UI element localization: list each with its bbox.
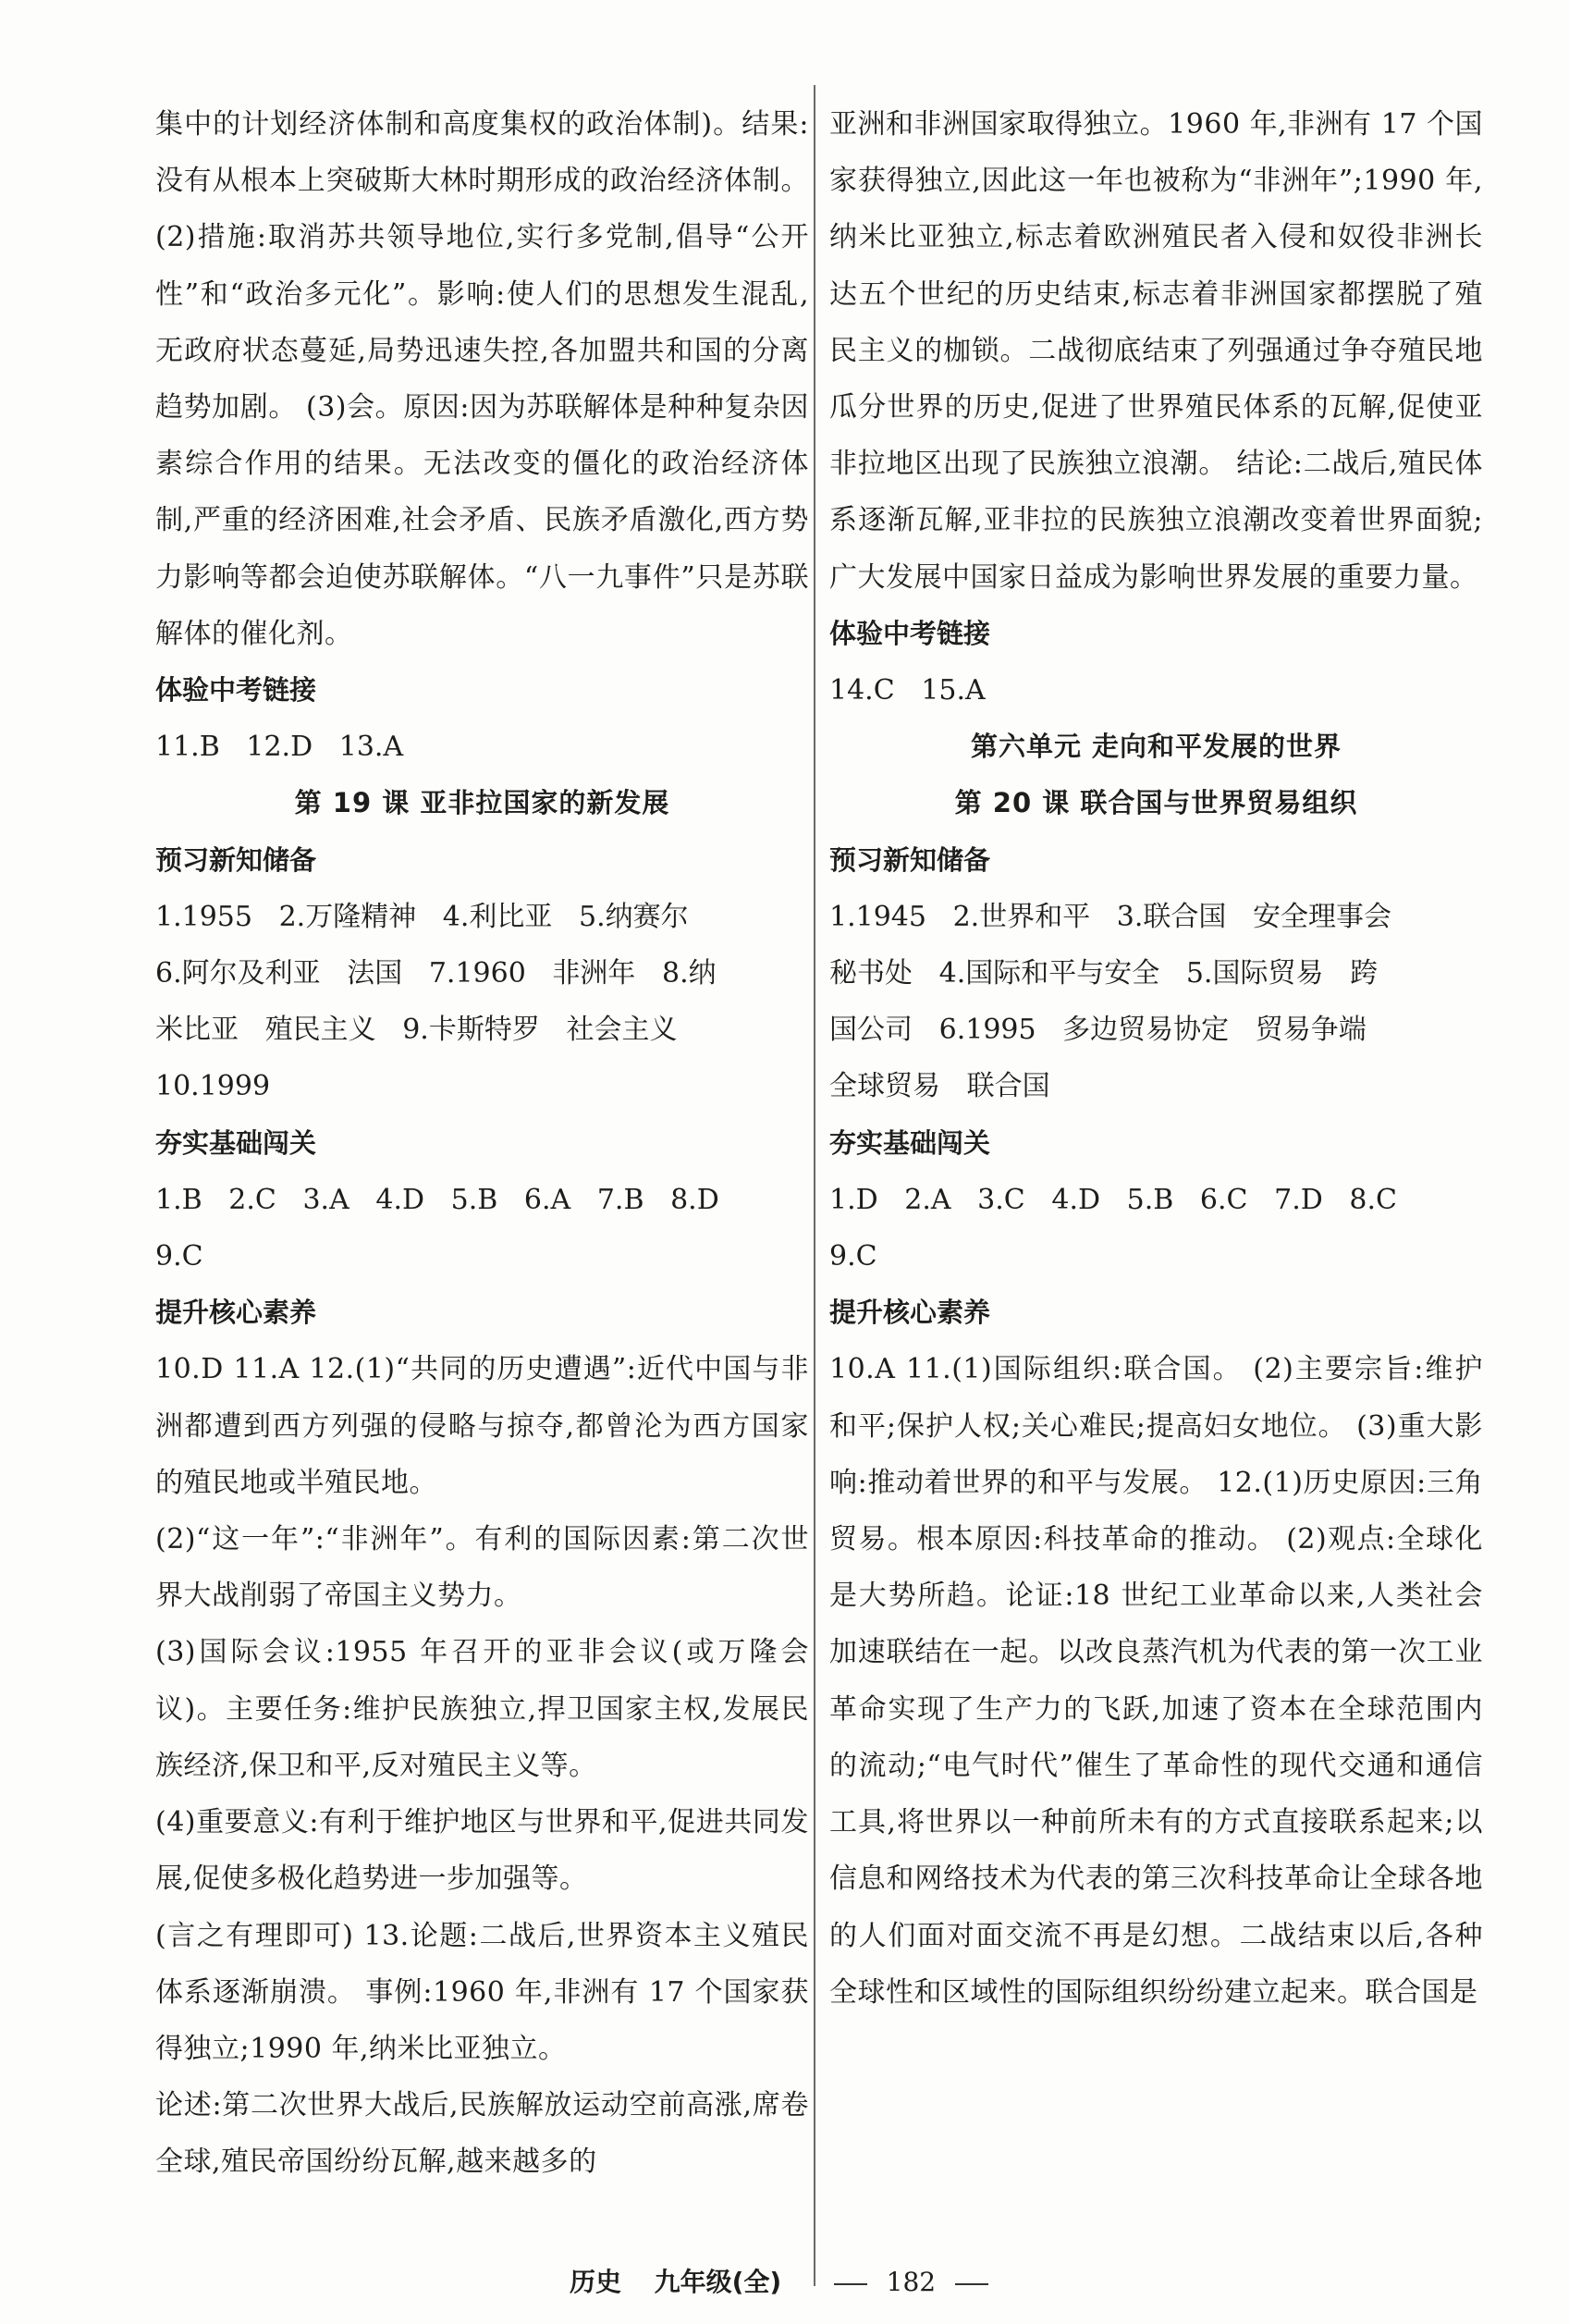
footer-dash-left bbox=[834, 2283, 867, 2285]
section-heading-core: 提升核心素养 bbox=[155, 1297, 317, 1329]
page-number: 182 bbox=[886, 2267, 937, 2297]
answer-line: 14.C 15.A bbox=[829, 674, 986, 707]
lesson-title: 第 19 课 亚非拉国家的新发展 bbox=[294, 787, 670, 819]
answer-line: 米比亚 殖民主义 9.卡斯特罗 社会主义 bbox=[155, 1014, 678, 1047]
answer-line: 秘书处 4.国际和平与安全 5.国际贸易 跨 bbox=[829, 957, 1379, 990]
section-heading-preview: 预习新知储备 bbox=[155, 843, 317, 876]
section-heading-basic: 夯实基础闯关 bbox=[829, 1126, 991, 1159]
footer-grade: 九年级(全) bbox=[654, 2267, 782, 2297]
answer-line: 6.阿尔及利亚 法国 7.1960 非洲年 8.纳 bbox=[155, 957, 717, 990]
footer-subject: 历史 bbox=[569, 2267, 621, 2297]
answer-line: 9.C bbox=[155, 1240, 203, 1273]
answer-line: 全球贸易 联合国 bbox=[829, 1070, 1050, 1103]
answer-line: 国公司 6.1995 多边贸易协定 贸易争端 bbox=[829, 1014, 1367, 1047]
answer-line: 1.B 2.C 3.A 4.D 5.B 6.A 7.B 8.D bbox=[155, 1183, 719, 1216]
unit-title: 第六单元 走向和平发展的世界 bbox=[970, 731, 1342, 763]
footer-dash-right bbox=[955, 2283, 988, 2285]
page-footer bbox=[0, 2264, 1569, 2301]
answer-line: 1.1945 2.世界和平 3.联合国 安全理事会 bbox=[829, 900, 1392, 933]
paragraph: (2)“这一年”:“非洲年”。有利的国际因素:第二次世界大战削弱了帝国主义势力。 bbox=[155, 1523, 809, 1613]
lesson-title: 第 20 课 联合国与世界贸易组织 bbox=[954, 787, 1358, 819]
answer-line: 1.1955 2.万隆精神 4.利比亚 5.纳赛尔 bbox=[155, 900, 689, 933]
right-column bbox=[829, 96, 1483, 2021]
paragraph: (言之有理即可) 13.论题:二战后,世界资本主义殖民体系逐渐崩溃。 事例:1960 年,非洲有 17 个国家获得独立;1990 年,纳米比亚独立。 bbox=[155, 1919, 809, 2065]
section-heading-exam-link: 体验中考链接 bbox=[155, 674, 317, 707]
section-heading-exam-link: 体验中考链接 bbox=[829, 617, 991, 649]
paragraph: 10.D 11.A 12.(1)“共同的历史遭遇”:近代中国与非洲都遭到西方列强的侵略与掠夺,都曾沦为西方国家的殖民地或半殖民地。 bbox=[155, 1353, 809, 1499]
answer-line: 9.C bbox=[829, 1240, 877, 1273]
left-column bbox=[155, 96, 809, 2191]
answer-line: 11.B 12.D 13.A bbox=[155, 731, 404, 764]
paragraph: (3)国际会议:1955 年召开的亚非会议(或万隆会议)。主要任务:维护民族独立,捍卫国家主权,发展民族经济,保卫和平,反对殖民主义等。 bbox=[155, 1636, 809, 1782]
paragraph: 亚洲和非洲国家取得独立。1960 年,非洲有 17 个国家获得独立,因此这一年也被称为“非洲年”;1990 年,纳米比亚独立,标志着欧洲殖民者入侵和奴役非洲长达五个世纪的历史结束,标志着非洲国家都摆脱了殖民主义的枷锁。二战彻底结束了列强通过争夺殖民地瓜分世界的历史,促进了世界殖民体系的瓦解,促使亚非拉地区出现了民族独立浪潮。 结论:二战后,殖民体系逐渐瓦解,亚非拉的民族独立浪潮改变着世界面貌;广大发展中国家日益成为影响世界发展的重要力量。 bbox=[829, 108, 1483, 594]
paragraph: (4)重要意义:有利于维护地区与世界和平,促进共同发展,促使多极化趋势进一步加强等。 bbox=[155, 1806, 809, 1896]
section-heading-preview: 预习新知储备 bbox=[829, 843, 991, 876]
column-divider bbox=[814, 85, 815, 2286]
paragraph: 论述:第二次世界大战后,民族解放运动空前高涨,席卷全球,殖民帝国纷纷瓦解,越来越多的 bbox=[155, 2089, 809, 2179]
paragraph: 10.A 11.(1)国际组织:联合国。 (2)主要宗旨:维护和平;保护人权;关心难民;提高妇女地位。 (3)重大影响:推动着世界的和平与发展。 12.(1)历史原因:三角贸易。根本原因:科技革命的推动。 (2)观点:全球化是大势所趋。论证:18 世纪工业革命以来,人类社会加速联结在一起。以改良蒸汽机为代表的第一次工业革命实现了生产力的飞跃,加速了资本在全球范围内的流动;“电气时代”催生了革命性的现代交通和通信工具,将世界以一种前所未有的方式直接联系起来;以信息和网络技术为代表的第三次科技革命让全球各地的人们面对面交流不再是幻想。二战结束以后,各种全球性和区域性的国际组织纷纷建立起来。联合国是 bbox=[829, 1353, 1483, 2009]
section-heading-core: 提升核心素养 bbox=[829, 1297, 991, 1329]
answer-line: 1.D 2.A 3.C 4.D 5.B 6.C 7.D 8.C bbox=[829, 1183, 1397, 1216]
answer-line: 10.1999 bbox=[155, 1070, 271, 1103]
section-heading-basic: 夯实基础闯关 bbox=[155, 1126, 317, 1159]
paragraph: 集中的计划经济体制和高度集权的政治体制)。结果:没有从根本上突破斯大林时期形成的政治经济体制。 (2)措施:取消苏共领导地位,实行多党制,倡导“公开性”和“政治多元化”。影响:使人们的思想发生混乱,无政府状态蔓延,局势迅速失控,各加盟共和国的分离趋势加剧。 (3)会。原因:因为苏联解体是种种复杂因素综合作用的结果。无法改变的僵化的政治经济体制,严重的经济困难,社会矛盾、民族矛盾激化,西方势力影响等都会迫使苏联解体。“八一九事件”只是苏联解体的催化剂。 bbox=[155, 108, 809, 650]
